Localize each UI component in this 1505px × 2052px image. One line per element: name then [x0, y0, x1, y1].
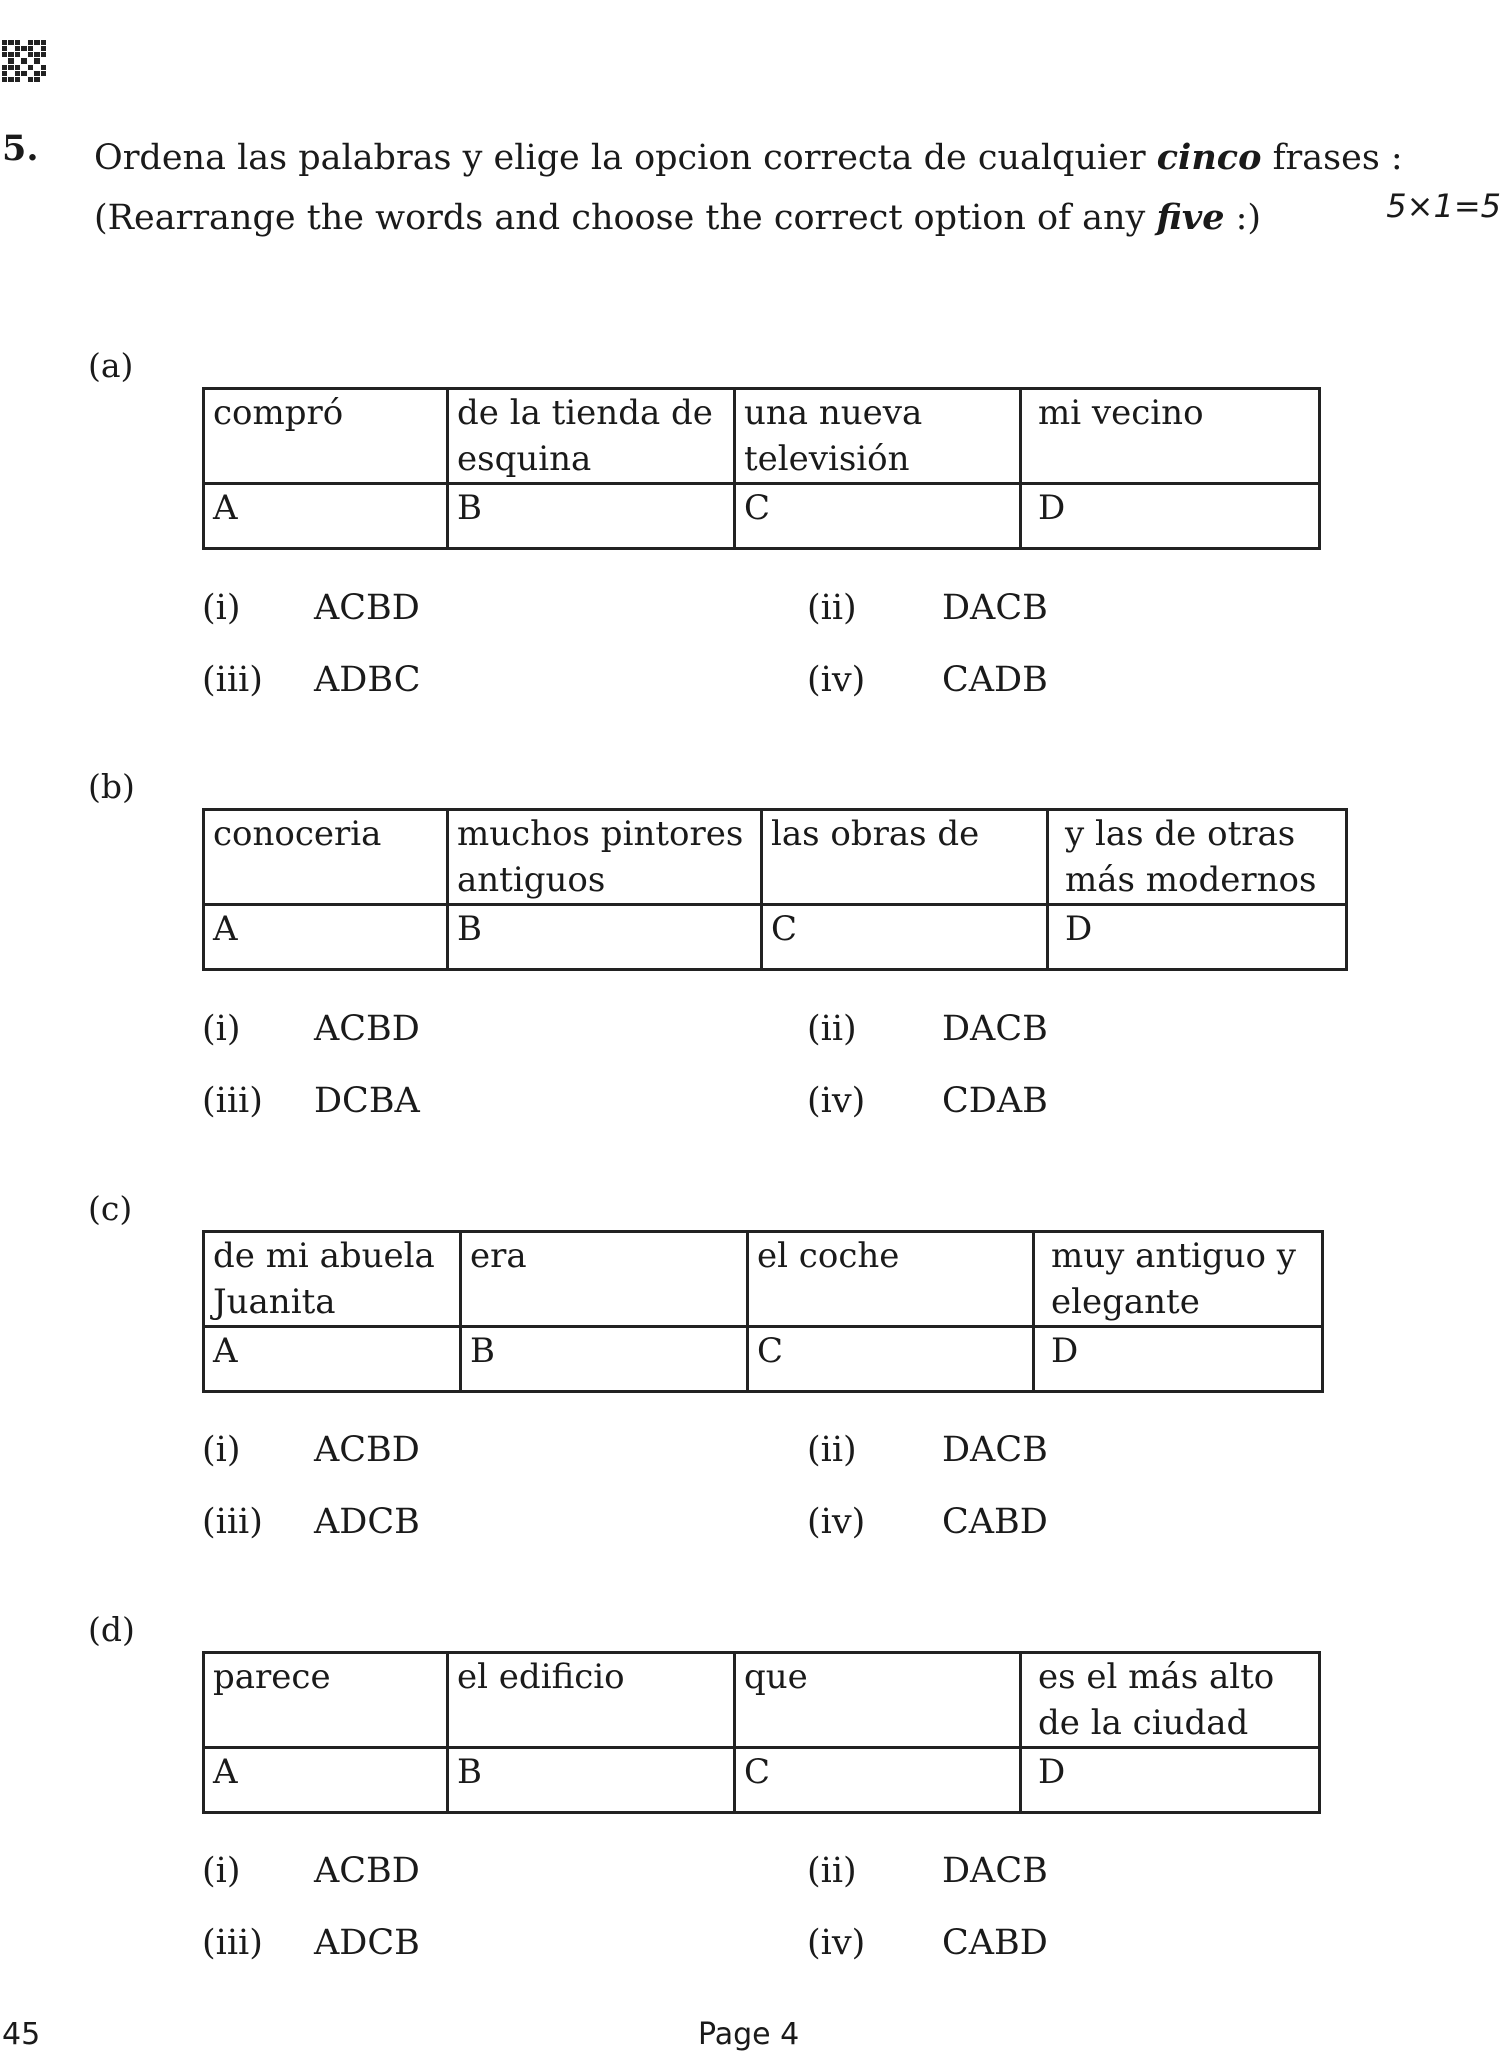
- letter-cell: C: [762, 905, 1048, 970]
- letter-cell: B: [461, 1327, 748, 1392]
- letter-cell: A: [204, 1327, 461, 1392]
- letter-cell: A: [204, 905, 448, 970]
- letter-cell: C: [748, 1327, 1034, 1392]
- option-item[interactable]: (iii) ADCB: [202, 1502, 420, 1542]
- word-cell: conoceria: [204, 810, 448, 905]
- page-number: Page 4: [698, 2017, 800, 2052]
- option-item[interactable]: (ii) DACB: [807, 1009, 1048, 1049]
- letter-cell: D: [1021, 484, 1320, 549]
- part-label: (d): [88, 1610, 135, 1649]
- option-item[interactable]: (i) ACBD: [202, 588, 420, 628]
- option-item[interactable]: (iii) DCBA: [202, 1081, 420, 1121]
- option-item[interactable]: (iv) CDAB: [807, 1081, 1048, 1121]
- option-item[interactable]: (iii) ADCB: [202, 1923, 420, 1963]
- option-item[interactable]: (iii) ADBC: [202, 660, 421, 700]
- word-cell: compró: [204, 389, 448, 484]
- marks-allocation: 5×1=5: [1386, 187, 1501, 225]
- question-number: 5.: [2, 128, 39, 169]
- option-item[interactable]: (iv) CABD: [807, 1502, 1048, 1542]
- word-table: [202, 1230, 1324, 1393]
- letter-cell: D: [1021, 1748, 1320, 1813]
- letter-cell: C: [735, 1748, 1021, 1813]
- word-cell: las obras de: [762, 810, 1048, 905]
- part-label: (a): [88, 346, 134, 385]
- letter-cell: A: [204, 1748, 448, 1813]
- word-cell: muy antiguo y elegante: [1034, 1232, 1323, 1327]
- letter-cell: D: [1034, 1327, 1323, 1392]
- letter-cell: A: [204, 484, 448, 549]
- word-cell: de mi abuela Juanita: [204, 1232, 461, 1327]
- qr-code: [2, 40, 46, 82]
- word-cell: de la tienda de esquina: [448, 389, 735, 484]
- letter-cell: B: [448, 484, 735, 549]
- word-cell: el edificio: [448, 1653, 735, 1748]
- word-cell: mi vecino: [1021, 389, 1320, 484]
- word-cell: que: [735, 1653, 1021, 1748]
- word-cell: parece: [204, 1653, 448, 1748]
- letter-cell: D: [1048, 905, 1347, 970]
- part-label: (c): [88, 1189, 133, 1228]
- option-item[interactable]: (ii) DACB: [807, 588, 1048, 628]
- option-item[interactable]: (i) ACBD: [202, 1430, 420, 1470]
- option-item[interactable]: (ii) DACB: [807, 1851, 1048, 1891]
- question-instruction: [94, 128, 1494, 248]
- option-item[interactable]: (i) ACBD: [202, 1009, 420, 1049]
- word-table: [202, 808, 1348, 971]
- word-table: [202, 1651, 1321, 1814]
- letter-cell: B: [448, 1748, 735, 1813]
- option-item[interactable]: (ii) DACB: [807, 1430, 1048, 1470]
- word-table: [202, 387, 1321, 550]
- word-cell: es el más alto de la ciudad: [1021, 1653, 1320, 1748]
- word-cell: era: [461, 1232, 748, 1327]
- letter-cell: B: [448, 905, 762, 970]
- option-item[interactable]: (iv) CADB: [807, 660, 1048, 700]
- option-item[interactable]: (i) ACBD: [202, 1851, 420, 1891]
- instruction-spanish: Ordena las palabras y elige la opcion correcta de cualquier cinco frases :: [94, 137, 1403, 178]
- option-item[interactable]: (iv) CABD: [807, 1923, 1048, 1963]
- instruction-english: (Rearrange the words and choose the correct option of any five :): [94, 197, 1262, 238]
- word-cell: el coche: [748, 1232, 1034, 1327]
- word-cell: y las de otras más modernos: [1048, 810, 1347, 905]
- footer-code: 45: [2, 2017, 41, 2052]
- word-cell: muchos pintores antiguos: [448, 810, 762, 905]
- letter-cell: C: [735, 484, 1021, 549]
- word-cell: una nueva televisión: [735, 389, 1021, 484]
- part-label: (b): [88, 767, 135, 806]
